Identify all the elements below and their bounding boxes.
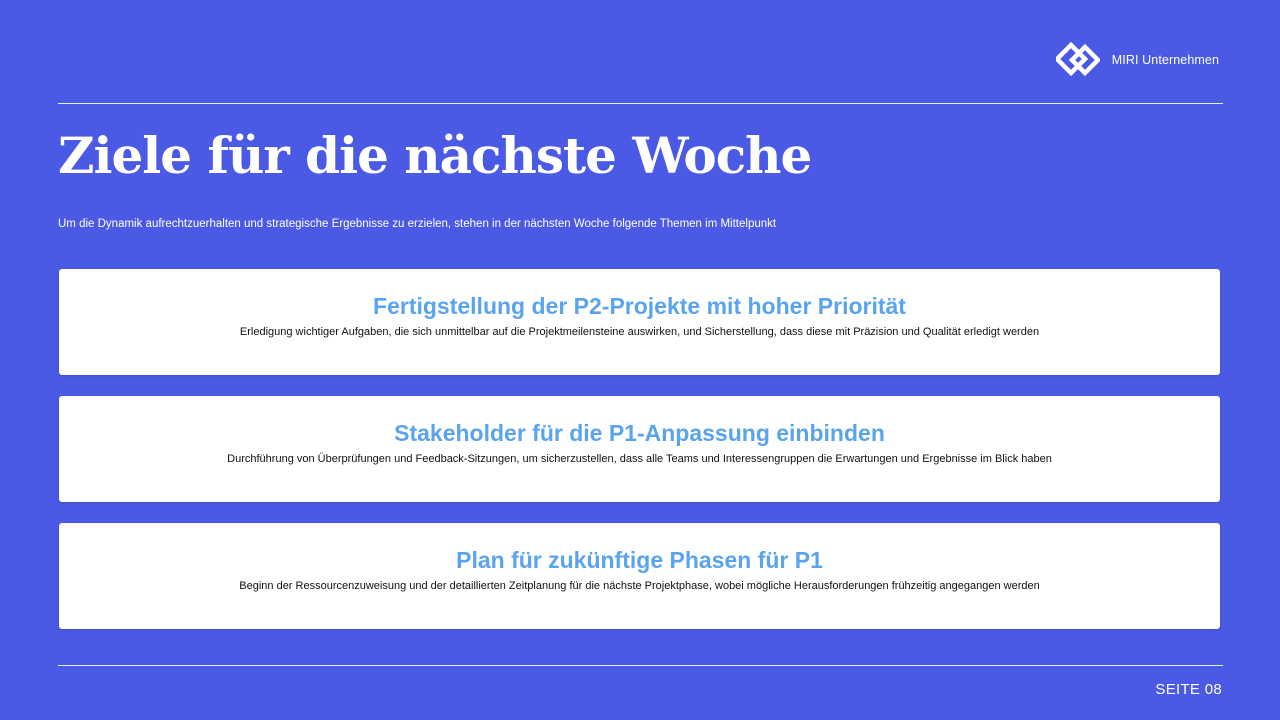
page-number: SEITE 08 xyxy=(1155,681,1222,698)
goal-description: Erledigung wichtiger Aufgaben, die sich unmittelbar auf die Projektmeilensteine auswirken, und Sicherstellung, dass diese mit Präzision und Qualität erledigt werden xyxy=(239,326,1040,338)
goal-description: Durchführung von Überprüfungen und Feedback-Sitzungen, um sicherzustellen, dass alle Teams und Interessengruppen die Erwartungen und Ergebnisse im Blick haben xyxy=(227,453,1052,465)
goal-title: Stakeholder für die P1-Anpassung einbinden xyxy=(394,420,885,446)
goal-card xyxy=(59,396,1220,502)
goal-card xyxy=(59,523,1220,629)
goals-list xyxy=(59,269,1220,650)
double-diamond-icon xyxy=(1056,42,1100,78)
footer-divider xyxy=(58,665,1223,666)
goal-card xyxy=(59,269,1220,375)
goal-title: Plan für zukünftige Phasen für P1 xyxy=(456,547,823,573)
page-subtitle: Um die Dynamik aufrechtzuerhalten und strategische Ergebnisse zu erzielen, stehen in der nächsten Woche folgende Themen im Mittelpunkt xyxy=(58,218,777,230)
brand-name: MIRI Unternehmen xyxy=(1111,53,1219,67)
page-title: Ziele für die nächste Woche xyxy=(58,126,812,185)
goal-description: Beginn der Ressourcenzuweisung und der detaillierten Zeitplanung für die nächste Projektphase, wobei mögliche Herausforderungen frühzeitig angegangen werden xyxy=(239,580,1040,592)
goal-title: Fertigstellung der P2-Projekte mit hoher Priorität xyxy=(373,293,906,319)
header-divider xyxy=(58,103,1223,104)
brand xyxy=(1056,42,1219,78)
